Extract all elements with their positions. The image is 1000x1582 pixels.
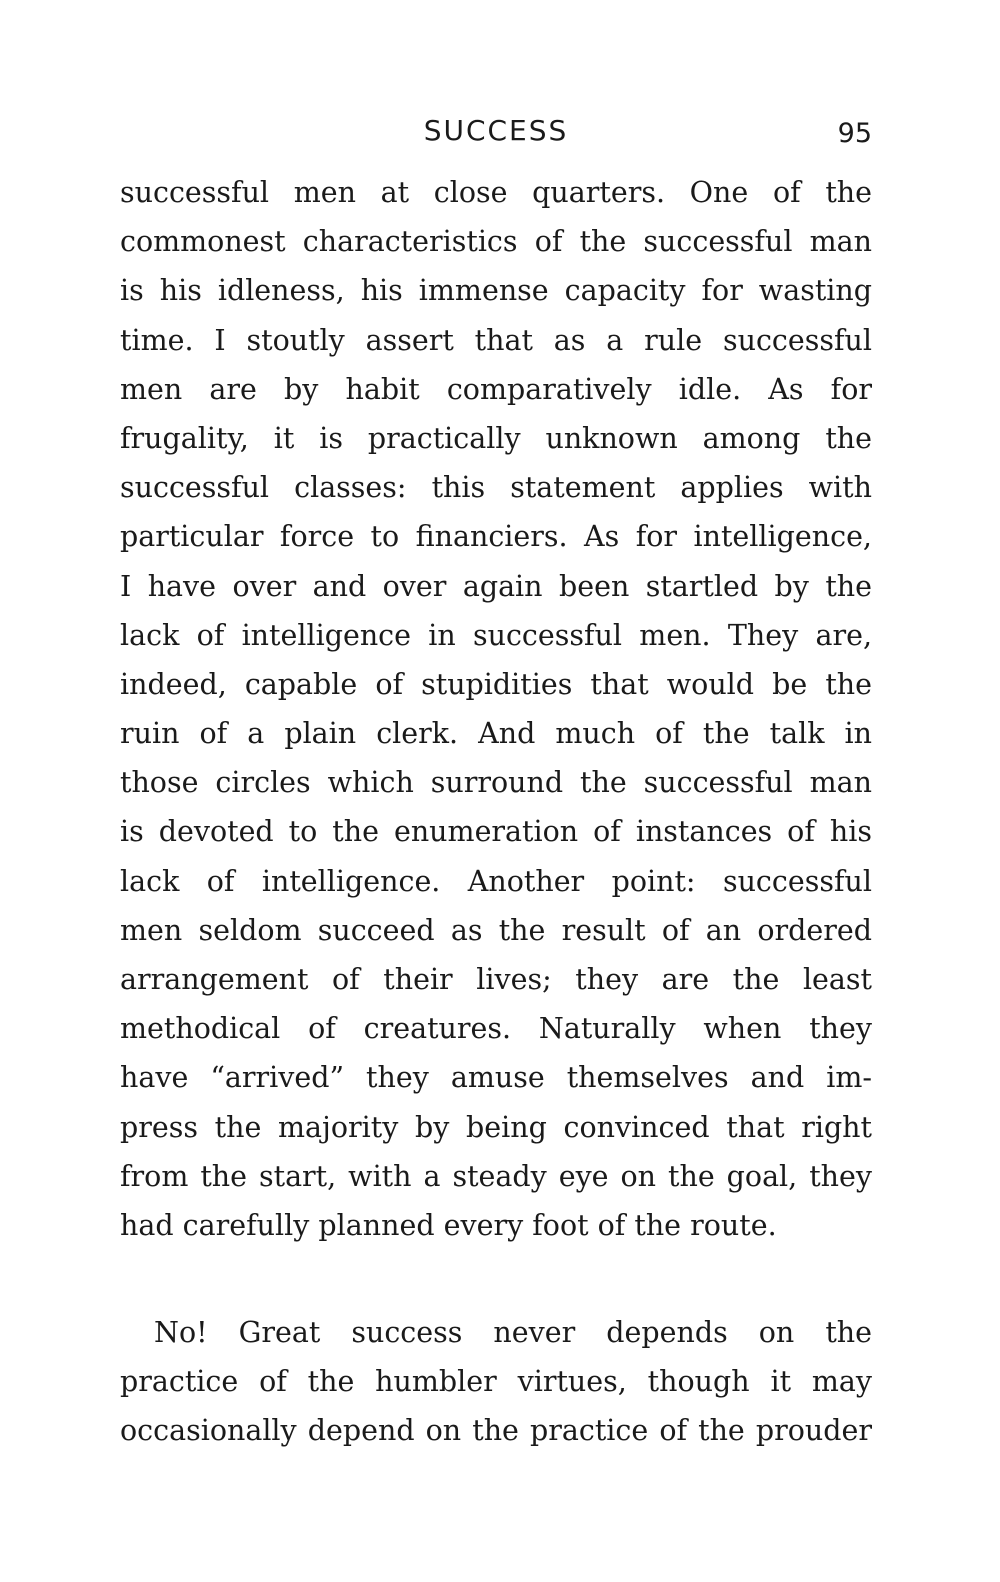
text-line: practice of the humbler virtues, though it may [120,1365,872,1399]
paragraph-2 [120,1308,872,1456]
text-line: from the start, with a steady eye on the goal, they [120,1159,872,1193]
text-line: is his idleness, his immense capacity for wasting [120,274,872,308]
text-line: lack of intelligence in successful men. They are, [120,618,872,652]
text-line: is devoted to the enumeration of instances of his [120,815,872,849]
text-line: frugality, it is practically unknown among the [120,421,872,455]
paragraph-1 [120,168,872,1250]
page-number: 95 [837,118,872,149]
text-line: lack of intelligence. Another point: successful [120,864,872,898]
text-line: I have over and over again been startled by the [120,569,872,603]
text-line: commonest characteristics of the successful man [120,225,872,259]
text-line: press the majority by being convinced that right [120,1110,872,1144]
text-line: had carefully planned every foot of the route. [120,1208,777,1242]
text-line: indeed, capable of stupidities that would be the [120,667,872,701]
text-line: those circles which surround the successful man [120,766,872,800]
text-line: men seldom succeed as the result of an ordered [120,913,872,947]
text-line: arrangement of their lives; they are the least [120,963,872,996]
text-line: No! Great success never depends on the [154,1316,872,1349]
text-line: have “arrived” they amuse themselves and im- [120,1061,872,1095]
running-head [120,112,872,156]
text-line: successful classes: this statement applies with [120,471,872,505]
text-line: occasionally depend on the practice of the prouder [120,1414,872,1448]
text-line: time. I stoutly assert that as a rule successful [120,323,872,357]
running-title: SUCCESS [423,114,569,147]
text-line: men are by habit comparatively idle. As for [120,372,872,406]
text-line: ruin of a plain clerk. And much of the talk in [120,717,872,751]
text-line: methodical of creatures. Naturally when they [120,1012,872,1046]
text-line: successful men at close quarters. One of the [120,176,872,209]
text-line: particular force to financiers. As for intelligence, [120,520,872,554]
